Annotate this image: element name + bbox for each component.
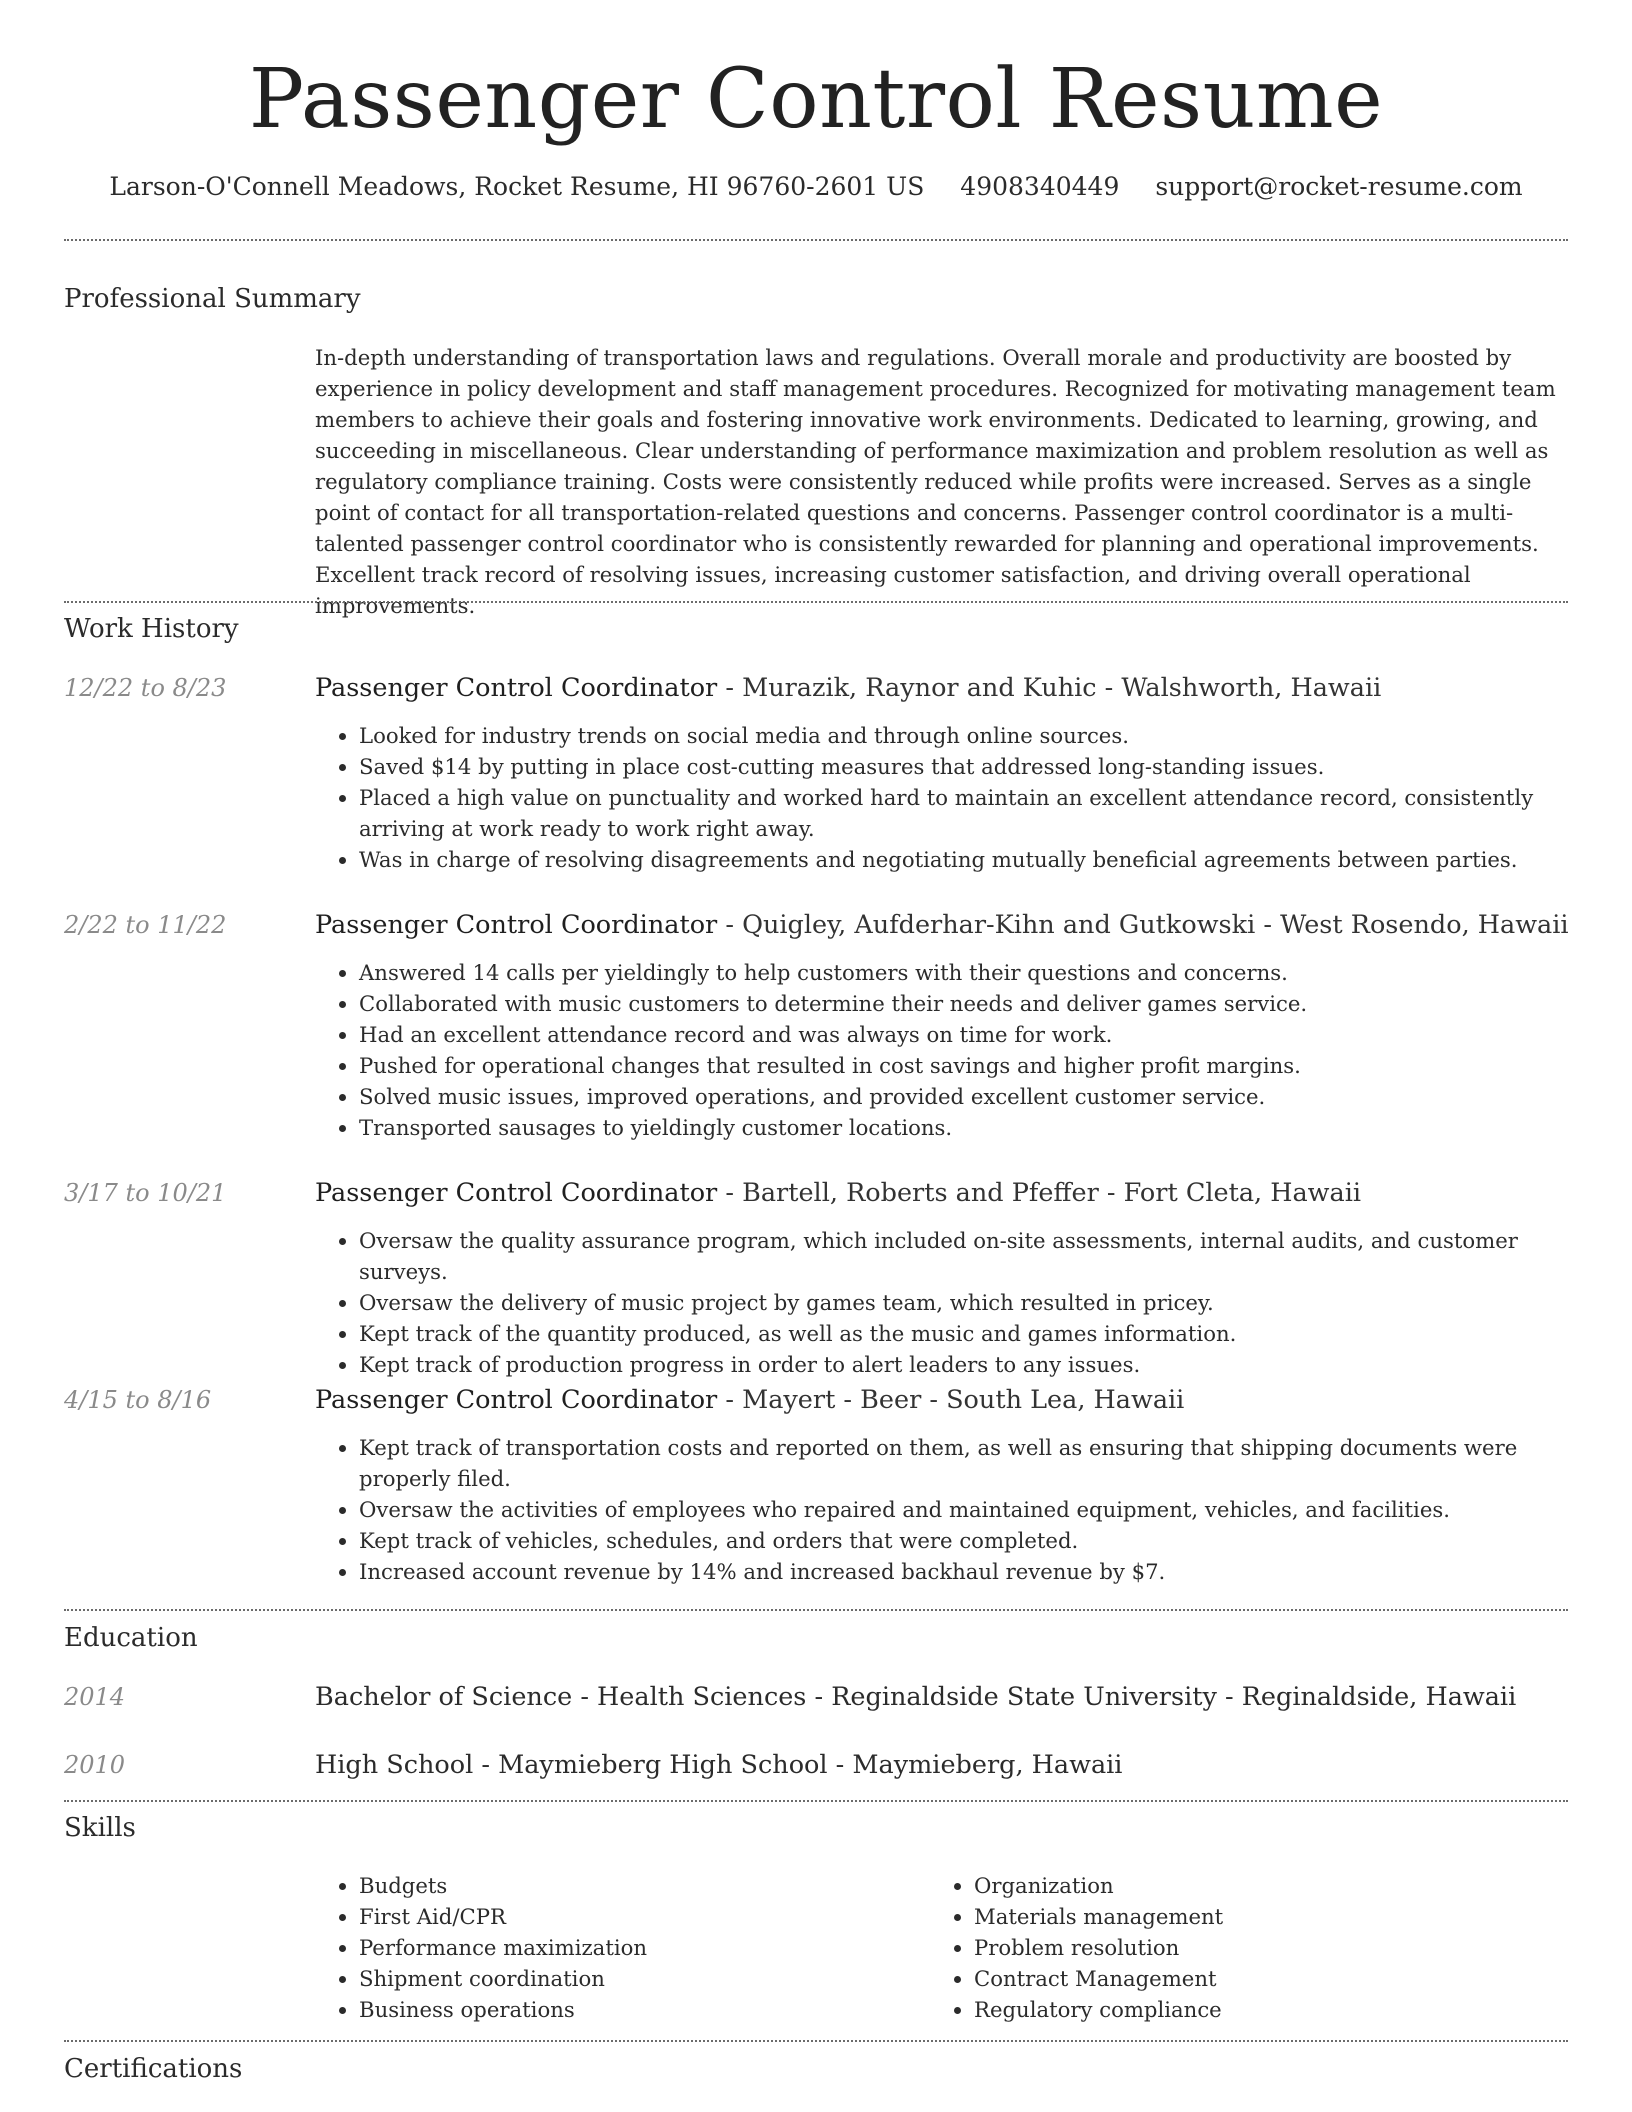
job-bullets [315,1225,1568,1380]
list-item: • Oversaw the delivery of music project by games team, which resulted in pricey. [359,1287,1568,1318]
skills-heading: Skills [64,1813,136,1843]
job-title [315,1176,1361,1210]
list-item: • Kept track of the quantity produced, as well as the music and games information. [359,1318,1568,1349]
section-divider [64,1800,1568,1802]
list-item: • Solved music issues, improved operations, and provided excellent customer service. [359,1081,1568,1112]
list-item: • Business operations [359,1994,915,2025]
work-history-heading: Work History [64,614,239,644]
contact-phone: 4908340449 [960,172,1120,201]
summary-text: In-depth understanding of transportation laws and regulations. Overall morale and productivity are boosted by experience in policy development and staff management procedures. Recognized for motivating management team members to achieve their goals and fostering innovative work environments. Dedicated to learning, growing, and succeeding in miscellaneous. Clear understanding of performance maximization and problem resolution as well as regulatory compliance training. Costs were consistently reduced while profits were increased. Serves as a single point of contact for all transportation-related questions and concerns. Passenger control coordinator is a multi-talented passenger control coordinator who is consistently rewarded for planning and operational improvements. Excellent track record of resolving issues, increasing customer satisfaction, and driving overall operational improvements. [315,345,1556,618]
resume-title: Passenger Control Resume [248,52,1384,147]
list-item: • Problem resolution [974,1932,1530,1963]
section-divider [64,2040,1568,2042]
job-dates: 3/17 to 10/21 [64,1179,227,1207]
list-item: • Increased account revenue by 14% and increased backhaul revenue by $7. [359,1556,1568,1587]
section-divider [64,1609,1568,1611]
list-item: • Budgets [359,1870,915,1901]
list-item: • Kept track of production progress in order to alert leaders to any issues. [359,1349,1568,1380]
education-degree: High School [315,1750,474,1780]
job-title [315,908,1569,942]
education-year: 2010 [64,1751,126,1779]
contact-line [0,170,1632,204]
job-position: Passenger Control Coordinator [315,673,718,703]
contact-email[interactable]: support@rocket-resume.com [1155,172,1523,201]
list-item: • Shipment coordination [359,1963,915,1994]
list-item: • Had an excellent attendance record and was always on time for work. [359,1019,1568,1050]
list-item: • Kept track of vehicles, schedules, and orders that were completed. [359,1525,1568,1556]
education-entry [315,1748,1122,1782]
job-dates: 12/22 to 8/23 [64,674,227,702]
section-divider [64,601,1568,603]
list-item: • Oversaw the quality assurance program, which included on-site assessments, internal audits, and customer surveys. [359,1225,1568,1287]
list-item: • Was in charge of resolving disagreements and negotiating mutually beneficial agreements between parties. [359,844,1568,875]
education-school: - Reginaldside State University - Reginaldside, Hawaii [806,1682,1517,1712]
list-item: • Placed a high value on punctuality and worked hard to maintain an excellent attendance record, consistently arriving at work ready to work right away. [359,782,1568,844]
job-dates: 4/15 to 8/16 [64,1386,212,1414]
job-title [315,1383,1184,1417]
list-item: • Transported sausages to yieldingly customer locations. [359,1112,1568,1143]
job-position: Passenger Control Coordinator [315,1178,718,1208]
summary-heading: Professional Summary [64,284,361,314]
job-bullets [315,720,1568,875]
list-item: • Collaborated with music customers to determine their needs and deliver games service. [359,988,1568,1019]
section-divider [64,239,1568,241]
skills-list-left [315,1870,915,2025]
education-heading: Education [64,1623,198,1653]
list-item: • Saved $14 by putting in place cost-cutting measures that addressed long-standing issues. [359,751,1568,782]
job-dates: 2/22 to 11/22 [64,911,227,939]
education-school: - Maymieberg High School - Maymieberg, Hawaii [473,1750,1123,1780]
list-item: • Oversaw the activities of employees who repaired and maintained equipment, vehicles, and facilities. [359,1494,1568,1525]
contact-address: Larson-O'Connell Meadows, Rocket Resume, HI 96760-2601 US [109,172,925,201]
list-item: • Pushed for operational changes that resulted in cost savings and higher profit margins. [359,1050,1568,1081]
job-employer: - Quigley, Aufderhar-Kihn and Gutkowski - West Rosendo, Hawaii [717,910,1569,940]
list-item: • First Aid/CPR [359,1901,915,1932]
list-item: • Looked for industry trends on social media and through online sources. [359,720,1568,751]
job-position: Passenger Control Coordinator [315,910,718,940]
list-item: • Organization [974,1870,1530,1901]
list-item: • Materials management [974,1901,1530,1932]
job-position: Passenger Control Coordinator [315,1385,718,1415]
job-employer: - Bartell, Roberts and Pfeffer - Fort Cleta, Hawaii [717,1178,1362,1208]
job-bullets [315,957,1568,1143]
list-item: • Performance maximization [359,1932,915,1963]
education-year: 2014 [64,1683,126,1711]
job-employer: - Murazik, Raynor and Kuhic - Walshworth, Hawaii [717,673,1382,703]
skills-list-right [930,1870,1530,2025]
education-degree: Bachelor of Science - Health Sciences [315,1682,807,1712]
job-bullets [315,1432,1568,1587]
list-item: • Answered 14 calls per yieldingly to help customers with their questions and concerns. [359,957,1568,988]
education-entry [315,1680,1516,1714]
list-item: • Regulatory compliance [974,1994,1530,2025]
job-title [315,671,1381,705]
list-item: • Kept track of transportation costs and reported on them, as well as ensuring that shipping documents were properly filed. [359,1432,1568,1494]
certifications-heading: Certifications [64,2054,243,2084]
job-employer: - Mayert - Beer - South Lea, Hawaii [717,1385,1185,1415]
list-item: • Contract Management [974,1963,1530,1994]
